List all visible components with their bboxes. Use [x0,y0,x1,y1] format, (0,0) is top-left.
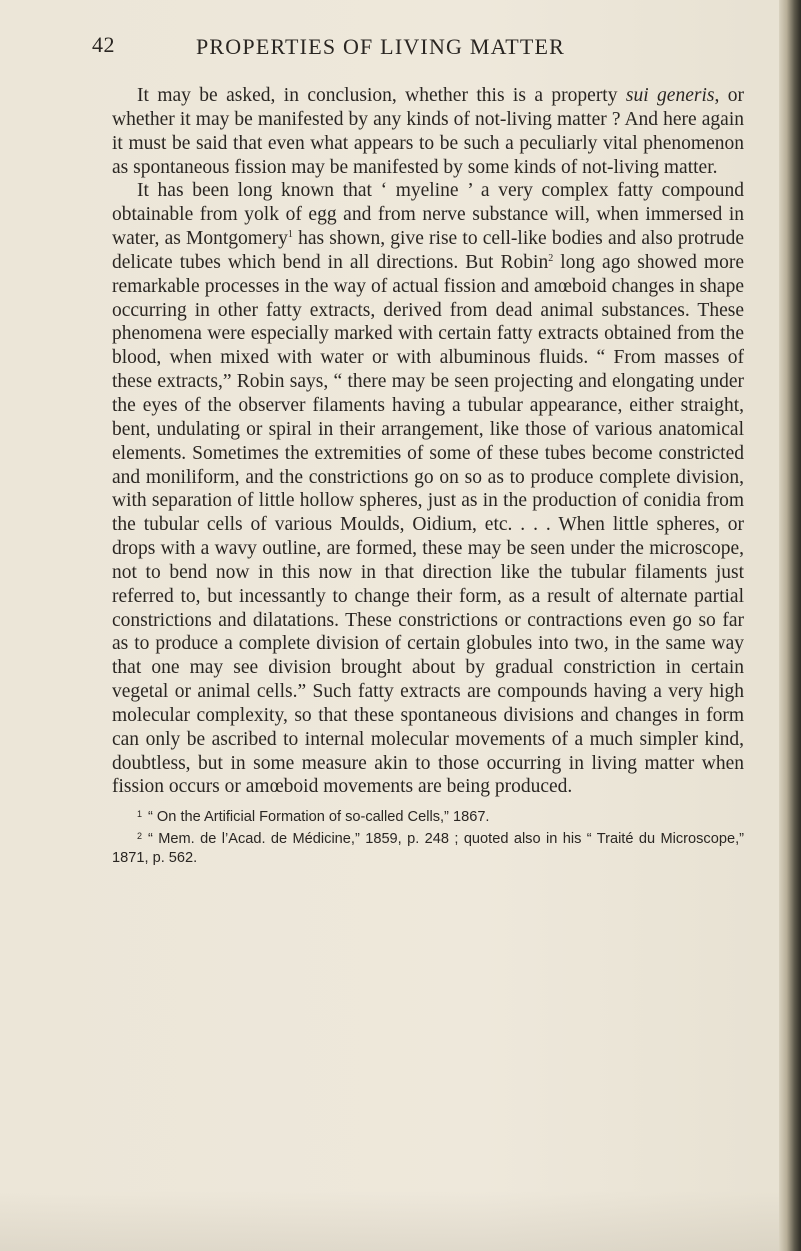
body-text [112,84,744,799]
paragraph-1-italic-term: sui generis [625,85,715,106]
paragraph-1-text-c: , or whether it may be manifested by any kinds of not-living matter ? And here again it must be said that even what appears to be such a peculiarly vital phenomenon as spontaneous fission may be manifested by some kinds of not-living matter. [112,85,744,178]
paragraph-2-text-a: It has been long known that ‘ myeline ’ a very complex fatty compound obtainable from yolk of egg and from nerve substance will, when immersed in water, as Montgomery [112,180,744,250]
paragraph-2 [112,179,744,799]
footnote-1 [112,805,744,827]
page-bottom-shade [0,1191,801,1251]
page-number: 42 [92,32,115,57]
footnote-2-text: “ Mem. de l’Acad. de Médicine,” 1859, p. 248 ; quoted also in his “ Traité du Microscope,” 1871, p. 562. [112,831,744,866]
footnote-1-mark: 1 [137,809,143,819]
footnote-2-mark: 2 [137,831,143,841]
footnote-ref-2: 2 [548,252,554,264]
paragraph-1-text-a: It may be asked, in conclusion, whether this is a property [137,85,626,106]
paragraph-2-text-b: has shown, give rise to cell-like bodies and also protrude delicate tubes which bend in all directions. But Robin [112,228,744,273]
paragraph-2-text-c: long ago showed more remarkable processes in the way of actual fission and amœboid changes in shape occurring in other fatty extracts, derived from dead animal substances. These phenomena were especially marked with certain fatty extracts obtained from the blood, when mixed with water or with albuminous fluids. “ From masses of these extracts,” Robin says, “ there may be seen projecting and elongating under the eyes of the observer filaments having a tubular appearance, either straight, bent, undulating or spiral in their arrangement, like those of various anatomical elements. Sometimes the extremities of some of these tubes become constricted and moniliform, and the constrictions go on so as to produce complete division, with separation of little hollow spheres, just as in the production of conidia from the tubular cells of various Moulds, Oidium, etc. . . . When little spheres, or drops with a wavy outline, are formed, these may be seen under the microscope, not to bend now in this now in that direction like the tubular filaments just referred to, but incessantly to change their form, as a result of alternate partial constrictions and dilatations. These constrictions or contractions even go so far as to produce a complete division of certain globules into two, in the same way that one may see division brought about by gradual constriction in certain vegetal or animal cells.” Such fatty extracts are compounds having a very high molecular complexity, so that these spontaneous divisions and changes in form can only be ascribed to internal molecular movements of a much simpler kind, doubtless, but in some measure akin to those occurring in living matter when fission occurs or amœboid movements are being produced. [112,251,745,798]
running-head: PROPERTIES OF LIVING MATTER [196,34,566,59]
footnote-1-text: “ On the Artificial Formation of so-called Cells,” 1867. [148,809,490,825]
page-header [0,30,801,66]
book-spine-edge [779,0,801,1251]
footnote-2 [112,827,744,868]
footnote-ref-1: 1 [287,229,293,241]
paragraph-1 [112,84,744,179]
footnotes [112,805,744,868]
